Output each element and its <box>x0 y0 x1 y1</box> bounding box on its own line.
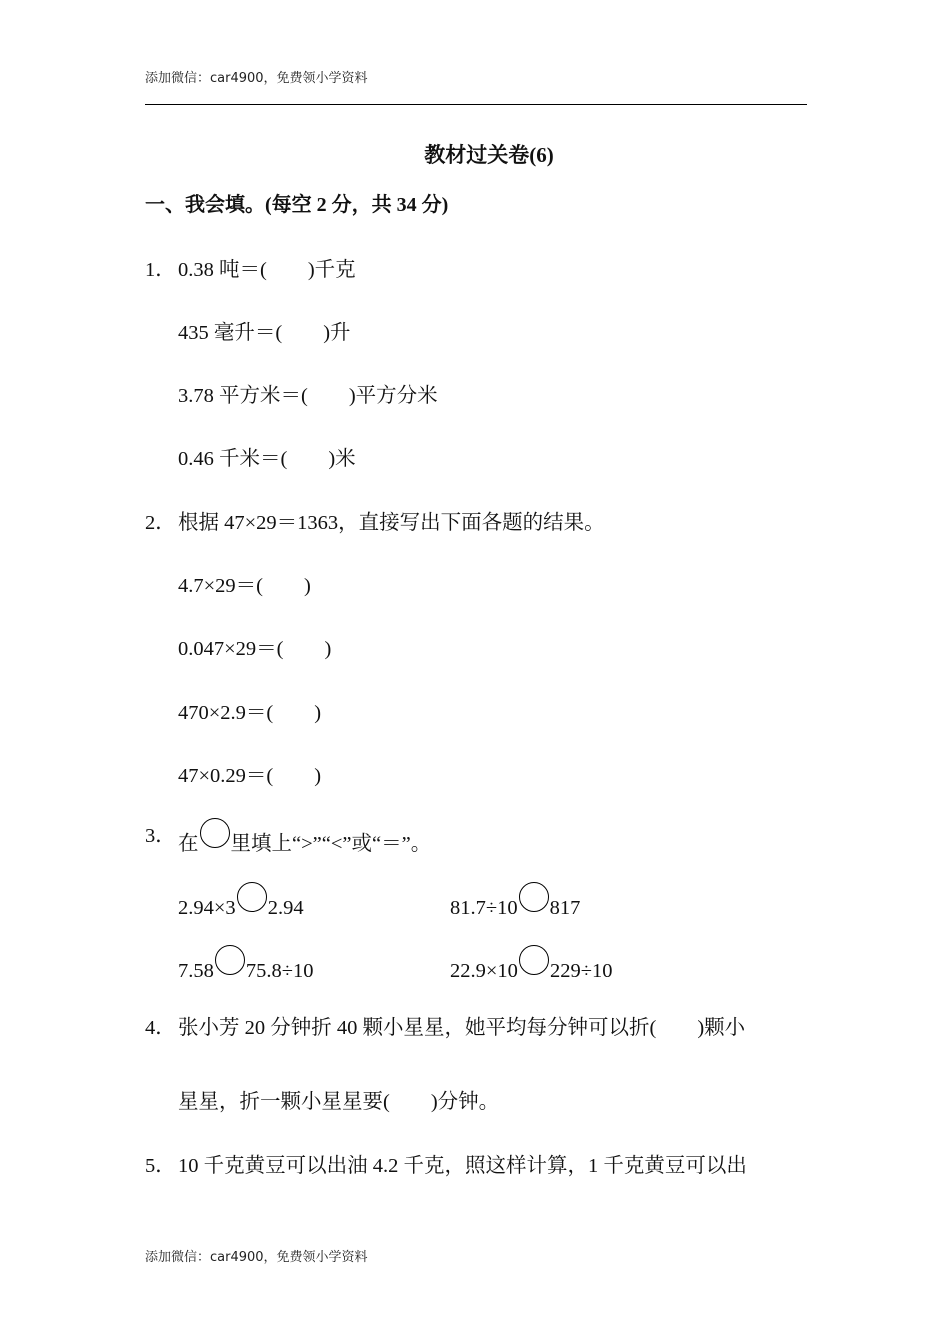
q4-line-2: 星星，折一颗小星星要( )分钟。 <box>178 1091 500 1113</box>
q3-stem-part-a: 在 <box>178 833 199 855</box>
q2-item-2: 0.047×29＝( ) <box>178 638 332 660</box>
q2-item-3: 470×2.9＝( ) <box>178 702 322 724</box>
header-divider <box>145 104 807 105</box>
q3-item-2-left: 81.7÷10 <box>450 897 518 919</box>
q1-item-1: 0.38 吨＝( )千克 <box>178 259 356 281</box>
q3-number: 3． <box>145 825 176 847</box>
q2-number: 2． <box>145 512 176 534</box>
q3-stem <box>178 818 431 856</box>
q4-number: 4． <box>145 1017 176 1039</box>
compare-circle-icon[interactable] <box>519 945 549 975</box>
q3-item-3-left: 7.58 <box>178 960 214 982</box>
compare-circle-icon[interactable] <box>215 945 245 975</box>
q3-item-1-left: 2.94×3 <box>178 897 236 919</box>
q5-line-1: 10 千克黄豆可以出油 4.2 千克，照这样计算，1 千克黄豆可以出 <box>178 1155 747 1177</box>
q3-item-4 <box>450 945 612 983</box>
q3-item-3 <box>178 945 314 983</box>
section-heading: 一、我会填。(每空 2 分，共 34 分) <box>145 194 449 216</box>
page-title: 教材过关卷(6) <box>424 143 554 167</box>
compare-circle-icon <box>200 818 230 848</box>
q1-number: 1． <box>145 259 176 281</box>
compare-circle-icon[interactable] <box>519 882 549 912</box>
q3-item-1 <box>178 882 304 920</box>
q3-item-2 <box>450 882 580 920</box>
compare-circle-icon[interactable] <box>237 882 267 912</box>
q5-number: 5． <box>145 1155 176 1177</box>
page-footer: 添加微信：car4900，免费领小学资料 <box>145 1250 368 1265</box>
q2-item-4: 47×0.29＝( ) <box>178 765 322 787</box>
q3-item-2-right: 817 <box>549 897 581 919</box>
q1-item-4: 0.46 千米＝( )米 <box>178 448 356 470</box>
q4-line-1: 张小芳 20 分钟折 40 颗小星星，她平均每分钟可以折( )颗小 <box>178 1017 746 1039</box>
q3-item-1-right: 2.94 <box>267 897 304 919</box>
q2-item-1: 4.7×29＝( ) <box>178 575 311 597</box>
q3-item-4-right: 229÷10 <box>549 960 613 982</box>
q2-stem: 根据 47×29＝1363，直接写出下面各题的结果。 <box>178 512 605 534</box>
q3-item-4-left: 22.9×10 <box>450 960 518 982</box>
page-header: 添加微信：car4900，免费领小学资料 <box>145 71 368 86</box>
q3-stem-part-b: 里填上“>”“<”或“＝”。 <box>230 833 432 855</box>
q3-item-3-right: 75.8÷10 <box>245 960 314 982</box>
q1-item-3: 3.78 平方米＝( )平方分米 <box>178 385 438 407</box>
q1-item-2: 435 毫升＝( )升 <box>178 322 351 344</box>
